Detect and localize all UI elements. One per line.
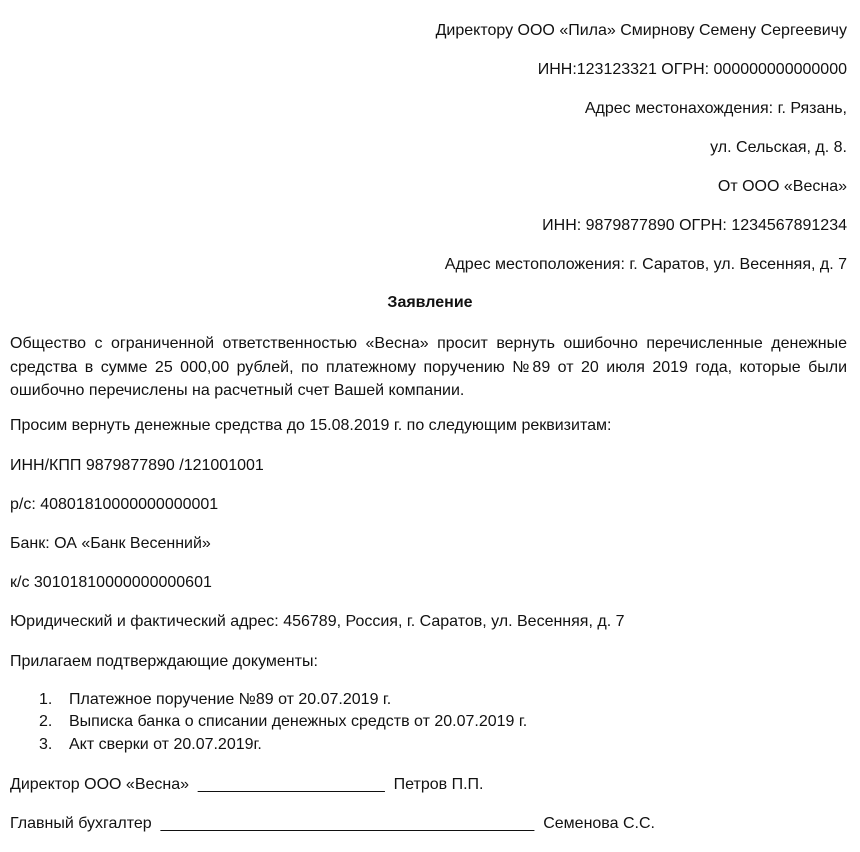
- list-item-text: Выписка банка о списании денежных средств от 20.07.2019 г.: [69, 713, 528, 730]
- attachments-intro: Прилагаем подтверждающие документы:: [10, 653, 318, 670]
- list-item-number: 3.: [39, 736, 53, 753]
- request-line: Просим вернуть денежные средства до 15.08.2019 г. по следующим реквизитам:: [10, 417, 612, 434]
- document-title: Заявление: [387, 294, 473, 311]
- bank-line: Банк: ОА «Банк Весенний»: [10, 535, 211, 552]
- sender-address: Адрес местоположения: г. Саратов, ул. Весенняя, д. 7: [444, 256, 847, 273]
- list-item: [39, 735, 262, 755]
- accountant-signature-line: Главный бухгалтер __________________________________________ Семенова С.С.: [10, 815, 655, 832]
- list-item: [39, 712, 527, 732]
- addressee-address-line-2: ул. Сельская, д. 8.: [710, 139, 847, 156]
- account-line: р/с: 40801810000000000001: [10, 496, 219, 513]
- main-paragraph: Общество с ограниченной ответственностью «Весна» просит вернуть ошибочно перечисленные денежные средства в сумме 25 000,00 рублей, по платежному поручению №89 от 20 июля 2019 года, которые были ошибочно перечислены на расчетный счет Вашей компании.: [10, 335, 847, 399]
- addressee-ids: ИНН:123123321 ОГРН: 000000000000000: [537, 61, 847, 78]
- list-item-text: Акт сверки от 20.07.2019г.: [69, 736, 262, 753]
- inn-kpp-line: ИНН/КПП 9879877890 /121001001: [10, 457, 264, 474]
- list-item-text: Платежное поручение №89 от 20.07.2019 г.: [69, 691, 392, 708]
- sender-line: От ООО «Весна»: [717, 178, 847, 195]
- addressee-address-line-1: Адрес местонахождения: г. Рязань,: [584, 100, 847, 117]
- list-item-number: 2.: [39, 713, 53, 730]
- director-signature-line: Директор ООО «Весна» _____________________ Петров П.П.: [10, 776, 484, 793]
- addressee-line: Директору ООО «Пила» Смирнову Семену Сергеевичу: [435, 22, 847, 39]
- corr-account-line: к/с 30101810000000000601: [10, 574, 212, 591]
- list-item: [39, 690, 391, 710]
- sender-ids: ИНН: 9879877890 ОГРН: 1234567891234: [542, 217, 847, 234]
- legal-address-line: Юридический и фактический адрес: 456789, Россия, г. Саратов, ул. Весенняя, д. 7: [10, 613, 625, 630]
- list-item-number: 1.: [39, 691, 53, 708]
